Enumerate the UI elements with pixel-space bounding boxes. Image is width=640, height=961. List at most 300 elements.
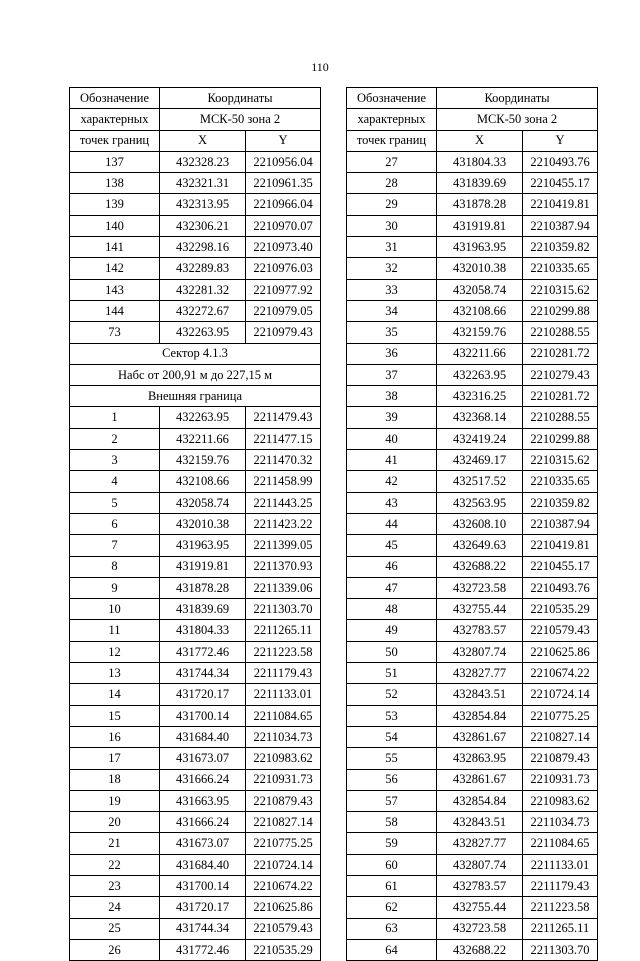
point-id-cell: 24 [70,897,160,918]
table-row [70,769,321,790]
table-row [347,556,598,577]
table-row [70,599,321,620]
y-coord-cell: 2210535.29 [246,939,321,960]
x-coord-cell: 432783.57 [437,875,523,896]
point-id-cell: 46 [347,556,437,577]
table-row [70,939,321,960]
point-id-cell: 37 [347,364,437,385]
x-coord-cell: 432316.25 [437,386,523,407]
y-coord-cell: 2210279.43 [523,364,598,385]
point-id-cell: 39 [347,407,437,428]
y-coord-cell: 2210335.65 [523,258,598,279]
y-coord-cell: 2210961.35 [246,173,321,194]
x-coord-cell: 431700.14 [160,875,246,896]
table-row [347,918,598,939]
table-row [347,939,598,960]
point-id-cell: 36 [347,343,437,364]
table-row [347,897,598,918]
x-coord-cell: 432755.44 [437,897,523,918]
table-row [347,450,598,471]
x-coord-cell: 431963.95 [160,535,246,556]
x-coord-cell: 432843.51 [437,684,523,705]
x-coord-cell: 432281.32 [160,279,246,300]
x-column-header: X [437,130,523,151]
y-coord-cell: 2211303.70 [246,599,321,620]
table-row [70,215,321,236]
table-row [70,875,321,896]
table-row [347,684,598,705]
table-row [347,875,598,896]
y-coord-cell: 2210299.88 [523,428,598,449]
x-coord-cell: 431804.33 [160,620,246,641]
y-coord-cell: 2211179.43 [246,663,321,684]
x-coord-cell: 431700.14 [160,705,246,726]
table-row [347,769,598,790]
point-id-cell: 19 [70,790,160,811]
point-id-cell: 15 [70,705,160,726]
point-id-cell: 33 [347,279,437,300]
y-coord-cell: 2211423.22 [246,513,321,534]
y-coord-cell: 2210674.22 [246,875,321,896]
table-header-row [347,130,598,151]
point-label-header: характерных [70,109,160,130]
table-row [70,641,321,662]
point-label-header: точек границ [347,130,437,151]
point-id-cell: 27 [347,151,437,172]
y-coord-cell: 2210281.72 [523,343,598,364]
x-coord-cell: 431720.17 [160,897,246,918]
sector-height-range: Набс от 200,91 м до 227,15 м [70,364,321,385]
y-coord-cell: 2210976.03 [246,258,321,279]
point-id-cell: 55 [347,748,437,769]
table-row [347,726,598,747]
x-coord-cell: 432108.66 [160,471,246,492]
point-id-cell: 14 [70,684,160,705]
y-coord-cell: 2210419.81 [523,535,598,556]
y-coord-cell: 2211179.43 [523,875,598,896]
table-row [70,194,321,215]
page-number: 110 [311,60,329,74]
table-row [347,194,598,215]
point-id-cell: 26 [70,939,160,960]
table-row [70,833,321,854]
table-row [347,620,598,641]
point-id-cell: 50 [347,641,437,662]
table-row [70,790,321,811]
x-coord-cell: 431684.40 [160,854,246,875]
x-coord-cell: 432649.63 [437,535,523,556]
y-column-header: Y [523,130,598,151]
point-id-cell: 40 [347,428,437,449]
table-row [70,854,321,875]
y-coord-cell: 2211339.06 [246,577,321,598]
y-coord-cell: 2211399.05 [246,535,321,556]
point-id-cell: 143 [70,279,160,300]
point-id-cell: 57 [347,790,437,811]
point-id-cell: 25 [70,918,160,939]
table-row [70,300,321,321]
y-coord-cell: 2211223.58 [246,641,321,662]
y-coord-cell: 2210956.04 [246,151,321,172]
point-id-cell: 35 [347,322,437,343]
x-coord-cell: 432807.74 [437,854,523,875]
table-row [347,833,598,854]
y-coord-cell: 2210493.76 [523,151,598,172]
table-header-row [70,109,321,130]
y-coord-cell: 2211133.01 [246,684,321,705]
x-coord-cell: 431673.07 [160,748,246,769]
x-coord-cell: 431673.07 [160,833,246,854]
x-coord-cell: 431666.24 [160,769,246,790]
x-coord-cell: 432827.77 [437,663,523,684]
point-id-cell: 7 [70,535,160,556]
x-coord-cell: 432755.44 [437,599,523,620]
point-id-cell: 4 [70,471,160,492]
x-coord-cell: 432688.22 [437,939,523,960]
table-header-row [70,88,321,109]
point-id-cell: 138 [70,173,160,194]
table-row [347,215,598,236]
coords-header: Координаты [437,88,598,109]
point-id-cell: 23 [70,875,160,896]
sector-title: Сектор 4.1.3 [70,343,321,364]
table-row [347,790,598,811]
y-coord-cell: 2210579.43 [523,620,598,641]
x-coord-cell: 431772.46 [160,641,246,662]
y-coord-cell: 2210977.92 [246,279,321,300]
x-coord-cell: 431663.95 [160,790,246,811]
y-coord-cell: 2210724.14 [246,854,321,875]
table-row [347,854,598,875]
y-coord-cell: 2211470.32 [246,450,321,471]
point-id-cell: 51 [347,663,437,684]
table-row [347,279,598,300]
point-id-cell: 5 [70,492,160,513]
table-row [70,322,321,343]
x-coord-cell: 432263.95 [160,322,246,343]
table-row [347,386,598,407]
point-id-cell: 140 [70,215,160,236]
x-coord-cell: 431919.81 [160,556,246,577]
point-id-cell: 22 [70,854,160,875]
x-coord-cell: 432211.66 [437,343,523,364]
point-id-cell: 10 [70,599,160,620]
point-id-cell: 144 [70,300,160,321]
table-row [347,343,598,364]
point-id-cell: 28 [347,173,437,194]
y-coord-cell: 2210299.88 [523,300,598,321]
point-id-cell: 60 [347,854,437,875]
x-coord-cell: 432608.10 [437,513,523,534]
y-coord-cell: 2210931.73 [246,769,321,790]
x-coord-cell: 432313.95 [160,194,246,215]
point-id-cell: 11 [70,620,160,641]
table-row [70,577,321,598]
x-coord-cell: 432058.74 [160,492,246,513]
x-coord-cell: 432368.14 [437,407,523,428]
x-coord-cell: 431839.69 [160,599,246,620]
table-row [70,237,321,258]
x-coord-cell: 432010.38 [160,513,246,534]
y-coord-cell: 2211479.43 [246,407,321,428]
table-row [70,620,321,641]
x-coord-cell: 432854.84 [437,790,523,811]
point-id-cell: 53 [347,705,437,726]
x-coord-cell: 431684.40 [160,726,246,747]
y-coord-cell: 2210455.17 [523,173,598,194]
point-id-cell: 29 [347,194,437,215]
y-coord-cell: 2210288.55 [523,407,598,428]
point-id-cell: 49 [347,620,437,641]
point-id-cell: 12 [70,641,160,662]
point-id-cell: 31 [347,237,437,258]
table-row [70,726,321,747]
coord-system-header: МСК-50 зона 2 [437,109,598,130]
sector-row [70,386,321,407]
table-row [347,471,598,492]
x-coord-cell: 431744.34 [160,918,246,939]
y-coord-cell: 2210315.62 [523,450,598,471]
table-row [347,322,598,343]
y-coord-cell: 2211265.11 [523,918,598,939]
y-coord-cell: 2210625.86 [246,897,321,918]
x-coord-cell: 431919.81 [437,215,523,236]
table-row [70,151,321,172]
table-row [347,663,598,684]
y-coord-cell: 2211034.73 [523,812,598,833]
x-coord-cell: 432723.58 [437,577,523,598]
table-row [70,471,321,492]
x-coord-cell: 432263.95 [437,364,523,385]
point-id-cell: 18 [70,769,160,790]
y-coord-cell: 2210674.22 [523,663,598,684]
x-coord-cell: 432854.84 [437,705,523,726]
y-coord-cell: 2210625.86 [523,641,598,662]
point-id-cell: 137 [70,151,160,172]
point-id-cell: 34 [347,300,437,321]
y-coord-cell: 2211477.15 [246,428,321,449]
x-coord-cell: 432298.16 [160,237,246,258]
x-coord-cell: 432517.52 [437,471,523,492]
point-id-cell: 63 [347,918,437,939]
x-coord-cell: 432321.31 [160,173,246,194]
coordinates-table-right [346,87,598,961]
table-header-row [347,109,598,130]
y-coord-cell: 2210288.55 [523,322,598,343]
table-row [70,918,321,939]
y-coord-cell: 2210387.94 [523,215,598,236]
y-coord-cell: 2210387.94 [523,513,598,534]
table-row [347,748,598,769]
y-coord-cell: 2210983.62 [246,748,321,769]
x-coord-cell: 432058.74 [437,279,523,300]
x-coord-cell: 432469.17 [437,450,523,471]
table-row [347,258,598,279]
point-id-cell: 30 [347,215,437,236]
table-row [70,897,321,918]
y-coord-cell: 2210970.07 [246,215,321,236]
table-row [347,407,598,428]
point-id-cell: 141 [70,237,160,258]
x-coord-cell: 432306.21 [160,215,246,236]
y-coord-cell: 2210535.29 [523,599,598,620]
point-id-cell: 139 [70,194,160,215]
x-column-header: X [160,130,246,151]
point-id-cell: 64 [347,939,437,960]
table-row [70,535,321,556]
point-id-cell: 43 [347,492,437,513]
point-id-cell: 48 [347,599,437,620]
y-coord-cell: 2210775.25 [246,833,321,854]
y-coord-cell: 2211303.70 [523,939,598,960]
table-row [70,748,321,769]
x-coord-cell: 432263.95 [160,407,246,428]
point-id-cell: 21 [70,833,160,854]
y-coord-cell: 2211084.65 [523,833,598,854]
table-row [70,173,321,194]
coords-header: Координаты [160,88,321,109]
point-id-cell: 8 [70,556,160,577]
x-coord-cell: 432783.57 [437,620,523,641]
x-coord-cell: 432827.77 [437,833,523,854]
y-coord-cell: 2210493.76 [523,577,598,598]
y-coord-cell: 2211034.73 [246,726,321,747]
table-row [347,705,598,726]
x-coord-cell: 432563.95 [437,492,523,513]
point-id-cell: 13 [70,663,160,684]
x-coord-cell: 432843.51 [437,812,523,833]
table-row [347,300,598,321]
table-row [70,705,321,726]
point-id-cell: 52 [347,684,437,705]
x-coord-cell: 431878.28 [437,194,523,215]
y-coord-cell: 2210724.14 [523,684,598,705]
y-coord-cell: 2210775.25 [523,705,598,726]
coordinates-table-left [69,87,321,961]
y-coord-cell: 2211084.65 [246,705,321,726]
y-coord-cell: 2210983.62 [523,790,598,811]
x-coord-cell: 431878.28 [160,577,246,598]
x-coord-cell: 432289.83 [160,258,246,279]
y-coord-cell: 2210879.43 [523,748,598,769]
table-row [70,513,321,534]
table-row [70,684,321,705]
x-coord-cell: 431666.24 [160,812,246,833]
table-row [347,492,598,513]
table-row [347,151,598,172]
x-coord-cell: 432861.67 [437,769,523,790]
point-label-header: характерных [347,109,437,130]
point-id-cell: 56 [347,769,437,790]
point-label-header: Обозначение [70,88,160,109]
table-header-row [70,130,321,151]
point-id-cell: 58 [347,812,437,833]
x-coord-cell: 432861.67 [437,726,523,747]
y-column-header: Y [246,130,321,151]
y-coord-cell: 2210827.14 [523,726,598,747]
table-row [347,812,598,833]
point-id-cell: 41 [347,450,437,471]
point-id-cell: 42 [347,471,437,492]
y-coord-cell: 2210827.14 [246,812,321,833]
y-coord-cell: 2210359.82 [523,492,598,513]
point-id-cell: 38 [347,386,437,407]
table-row [347,173,598,194]
x-coord-cell: 432010.38 [437,258,523,279]
x-coord-cell: 432328.23 [160,151,246,172]
table-row [70,812,321,833]
point-id-cell: 17 [70,748,160,769]
y-coord-cell: 2210879.43 [246,790,321,811]
table-row [70,258,321,279]
x-coord-cell: 432211.66 [160,428,246,449]
y-coord-cell: 2210455.17 [523,556,598,577]
x-coord-cell: 431963.95 [437,237,523,258]
x-coord-cell: 432863.95 [437,748,523,769]
table-row [347,428,598,449]
point-id-cell: 44 [347,513,437,534]
point-id-cell: 62 [347,897,437,918]
y-coord-cell: 2210979.05 [246,300,321,321]
y-coord-cell: 2210579.43 [246,918,321,939]
sector-row [70,343,321,364]
table-row [70,450,321,471]
x-coord-cell: 432159.76 [437,322,523,343]
x-coord-cell: 431720.17 [160,684,246,705]
sector-row [70,364,321,385]
boundary-label: Внешняя граница [70,386,321,407]
x-coord-cell: 431772.46 [160,939,246,960]
point-id-cell: 16 [70,726,160,747]
y-coord-cell: 2211458.99 [246,471,321,492]
point-id-cell: 61 [347,875,437,896]
table-row [70,556,321,577]
coord-system-header: МСК-50 зона 2 [160,109,321,130]
point-id-cell: 6 [70,513,160,534]
x-coord-cell: 432723.58 [437,918,523,939]
table-row [70,663,321,684]
x-coord-cell: 432272.67 [160,300,246,321]
point-id-cell: 9 [70,577,160,598]
table-header-row [347,88,598,109]
point-id-cell: 59 [347,833,437,854]
table-row [70,407,321,428]
x-coord-cell: 431804.33 [437,151,523,172]
point-id-cell: 73 [70,322,160,343]
point-label-header: Обозначение [347,88,437,109]
y-coord-cell: 2211133.01 [523,854,598,875]
table-row [347,577,598,598]
point-id-cell: 142 [70,258,160,279]
y-coord-cell: 2210315.62 [523,279,598,300]
table-row [347,237,598,258]
y-coord-cell: 2210281.72 [523,386,598,407]
table-row [70,492,321,513]
x-coord-cell: 432419.24 [437,428,523,449]
y-coord-cell: 2211370.93 [246,556,321,577]
table-row [347,599,598,620]
table-row [347,641,598,662]
table-row [347,364,598,385]
point-id-cell: 47 [347,577,437,598]
y-coord-cell: 2210931.73 [523,769,598,790]
table-row [70,279,321,300]
x-coord-cell: 432159.76 [160,450,246,471]
x-coord-cell: 431744.34 [160,663,246,684]
point-id-cell: 20 [70,812,160,833]
y-coord-cell: 2210973.40 [246,237,321,258]
x-coord-cell: 432807.74 [437,641,523,662]
